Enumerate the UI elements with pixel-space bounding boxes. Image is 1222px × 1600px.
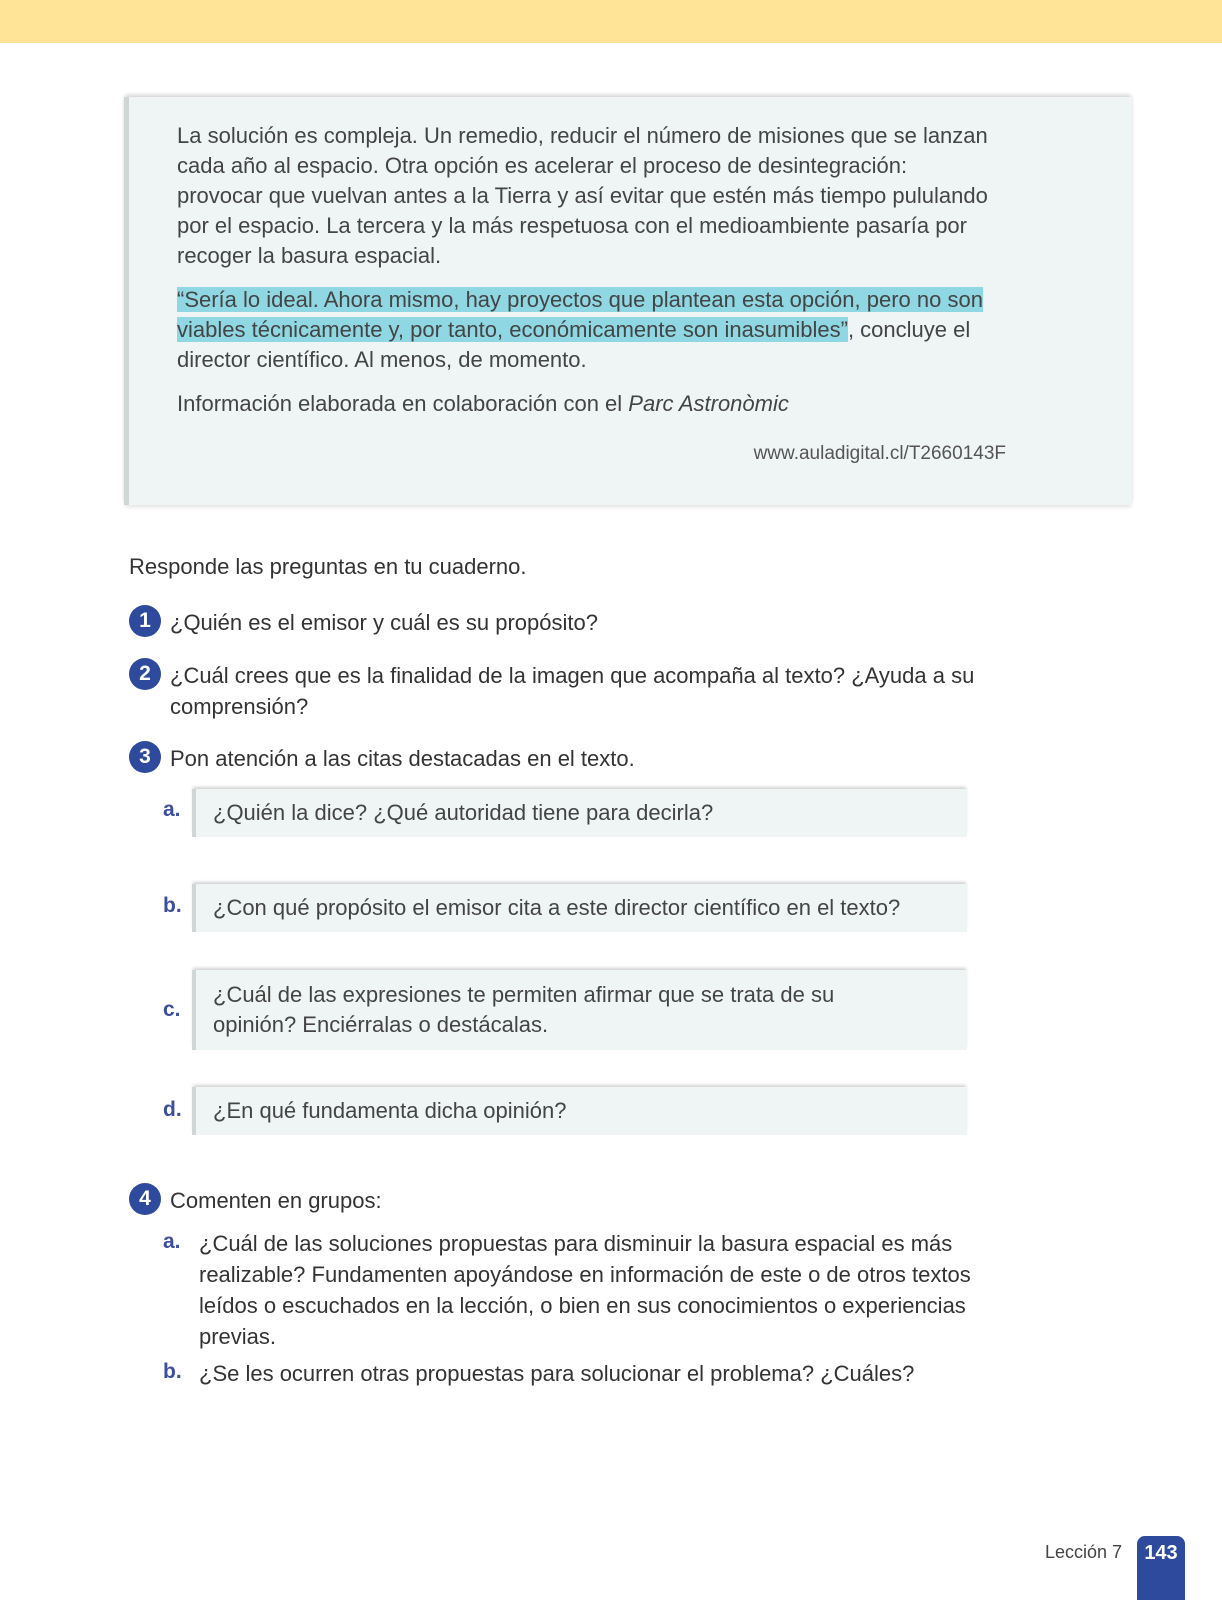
subquestion-box-b	[192, 884, 967, 932]
subquestion-box-c	[192, 970, 967, 1050]
group-question-a: ¿Cuál de las soluciones propuestas para disminuir la basura espacial es más realizable? Fundamenten apoyándose en información de este o de otros textos leídos o escuchados en la lección, o bien en sus conocimientos o experiencias previas.	[199, 1231, 971, 1349]
question-number-badge: 2	[129, 658, 161, 690]
subquestion-letter: c.	[163, 998, 181, 1021]
subquestion-letter: b.	[163, 894, 182, 917]
lesson-label: Lección 7	[1045, 1542, 1123, 1562]
subquestion-letter: a.	[163, 1230, 181, 1253]
subquestion-text: ¿Quién la dice? ¿Qué autoridad tiene para decirla?	[213, 800, 714, 825]
question-text: Pon atención a las citas destacadas en el texto.	[170, 746, 635, 771]
subquestion-text: ¿En qué fundamenta dicha opinión?	[213, 1098, 567, 1123]
subquestion-text: ¿Cuál de las expresiones te permiten afirmar que se trata de su opinión? Enciérralas o destácalas.	[213, 982, 835, 1037]
subquestion-letter: a.	[163, 798, 181, 821]
subquestion-letter: d.	[163, 1098, 182, 1121]
subquestion-text: ¿Con qué propósito el emisor cita a este director científico en el texto?	[213, 895, 901, 920]
subquestion-box-d	[192, 1087, 967, 1135]
page-number-tab: 143	[1137, 1536, 1185, 1600]
subquestion-box-a	[192, 789, 967, 837]
group-question-b: ¿Se les ocurren otras propuestas para solucionar el problema? ¿Cuáles?	[199, 1361, 915, 1386]
highlighted-quote: “Sería lo ideal. Ahora mismo, hay proyectos que plantean esta opción, pero no son viables técnicamente y, por tanto, económicamente son inasumibles”	[177, 287, 983, 342]
reading-quote-paragraph	[177, 285, 997, 375]
quote-tail: , concluye el director científico. Al menos, de momento.	[177, 317, 971, 372]
question-number-badge: 1	[129, 605, 161, 637]
question-text: Comenten en grupos:	[170, 1188, 382, 1213]
top-color-band	[0, 0, 1222, 43]
question-number-badge: 3	[129, 741, 161, 773]
source-prefix: Información elaborada en colaboración con el	[177, 391, 629, 416]
reading-excerpt-box	[124, 97, 1132, 505]
question-number-badge: 4	[129, 1183, 161, 1215]
resource-link[interactable]: www.auladigital.cl/T2660143F	[753, 443, 1006, 464]
instructions-heading: Responde las preguntas en tu cuaderno.	[129, 554, 527, 579]
reading-paragraph: La solución es compleja. Un remedio, reducir el número de misiones que se lanzan cada año al espacio. Otra opción es acelerar el proceso de desintegración: provocar que vuelvan antes a la Tierra y así evitar que estén más tiempo pululando por el espacio. La tercera y la más respetuosa con el medioambiente pasaría por recoger la basura espacial.	[177, 123, 988, 268]
question-text: ¿Quién es el emisor y cuál es su propósito?	[170, 610, 598, 635]
subquestion-letter: b.	[163, 1360, 182, 1383]
question-text: ¿Cuál crees que es la finalidad de la imagen que acompaña al texto? ¿Ayuda a su comprensión?	[170, 663, 975, 719]
source-credit	[177, 389, 997, 419]
source-name: Parc Astronòmic	[628, 391, 789, 416]
